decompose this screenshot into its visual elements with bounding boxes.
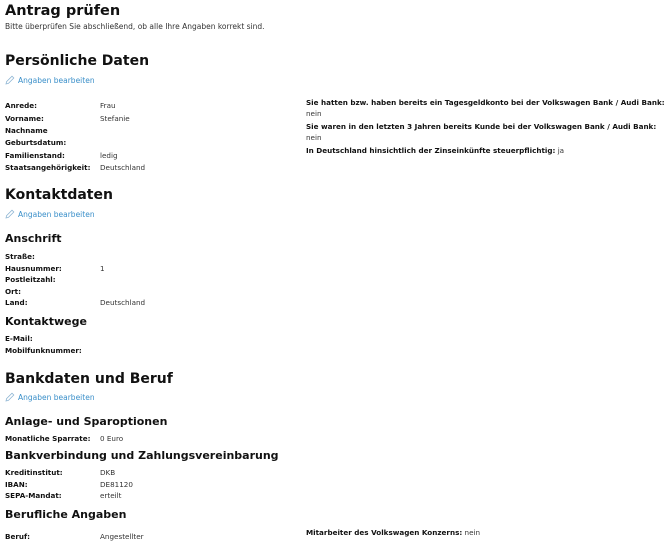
field-label-marital-status: Familienstand: — [5, 151, 65, 160]
subsection-title-address: Anschrift — [5, 232, 62, 245]
question-tax-liable: In Deutschland hinsichtlich der Zinseinkünfte steuerpflichtig: ja — [306, 146, 565, 155]
question-prior-customer: Sie waren in den letzten 3 Jahren bereits Kunde bei der Volkswagen Bank / Audi Bank: — [306, 122, 657, 131]
field-label-country: Land: — [5, 298, 28, 307]
question-vw-employee: Mitarbeiter des Volkswagen Konzerns: nein — [306, 528, 481, 537]
field-label-lastname: Nachname — [5, 126, 48, 135]
field-value-profession: Angestellter — [100, 532, 144, 541]
field-label-monthly-rate: Monatliche Sparrate: — [5, 434, 91, 443]
field-label-street: Straße: — [5, 252, 35, 261]
edit-contact-link[interactable] — [5, 209, 95, 219]
field-label-zip: Postleitzahl: — [5, 275, 56, 284]
field-label-profession: Beruf: — [5, 532, 31, 541]
field-value-monthly-rate: 0 Euro — [100, 434, 124, 443]
answer-prior-customer: nein — [306, 133, 322, 142]
field-label-sepa: SEPA-Mandat: — [5, 491, 62, 500]
field-value-sepa: erteilt — [100, 491, 122, 500]
edit-label: Angaben bearbeiten — [18, 392, 95, 402]
field-label-bank: Kreditinstitut: — [5, 468, 63, 477]
edit-bank-link[interactable] — [5, 392, 95, 402]
edit-label: Angaben bearbeiten — [18, 75, 95, 85]
page-title: Antrag prüfen — [5, 3, 121, 19]
pencil-icon — [5, 209, 15, 219]
answer-vw-employee: nein — [464, 528, 481, 537]
field-value-nationality: Deutschland — [100, 163, 146, 172]
field-label-birthdate: Geburtsdatum: — [5, 138, 67, 147]
field-label-city: Ort: — [5, 287, 21, 296]
subsection-title-job: Berufliche Angaben — [5, 508, 127, 521]
question-tagesgeld: Sie hatten bzw. haben bereits ein Tagesgeldkonto bei der Volkswagen Bank / Audi Bank: — [306, 98, 665, 107]
edit-label: Angaben bearbeiten — [18, 209, 95, 219]
field-value-marital-status: ledig — [100, 151, 118, 160]
page-subtitle: Bitte überprüfen Sie abschließend, ob alle Ihre Angaben korrekt sind. — [5, 22, 265, 31]
field-label-iban: IBAN: — [5, 480, 28, 489]
pencil-icon — [5, 75, 15, 85]
section-title-personal: Persönliche Daten — [5, 53, 150, 69]
field-label-nationality: Staatsangehörigkeit: — [5, 163, 91, 172]
field-label-email: E-Mail: — [5, 334, 33, 343]
pencil-icon — [5, 392, 15, 402]
answer-tagesgeld: nein — [306, 109, 322, 118]
field-label-housenumber: Hausnummer: — [5, 264, 62, 273]
field-value-bank: DKB — [100, 468, 116, 477]
subsection-title-savings: Anlage- und Sparoptionen — [5, 415, 168, 428]
field-label-salutation: Anrede: — [5, 101, 37, 110]
field-value-iban: DE81120 — [100, 480, 133, 489]
field-value-housenumber: 1 — [100, 264, 105, 273]
section-title-bank: Bankdaten und Beruf — [5, 371, 173, 387]
edit-personal-link[interactable] — [5, 75, 95, 85]
subsection-title-account: Bankverbindung und Zahlungsvereinbarung — [5, 449, 279, 462]
field-value-firstname: Stefanie — [100, 114, 130, 123]
field-value-salutation: Frau — [100, 101, 116, 110]
field-label-firstname: Vorname: — [5, 114, 44, 123]
subsection-title-contact-ways: Kontaktwege — [5, 315, 87, 328]
section-title-contact: Kontaktdaten — [5, 187, 113, 203]
answer-tax-liable: ja — [557, 146, 565, 155]
field-label-mobile: Mobilfunknummer: — [5, 346, 82, 355]
field-value-country: Deutschland — [100, 298, 146, 307]
